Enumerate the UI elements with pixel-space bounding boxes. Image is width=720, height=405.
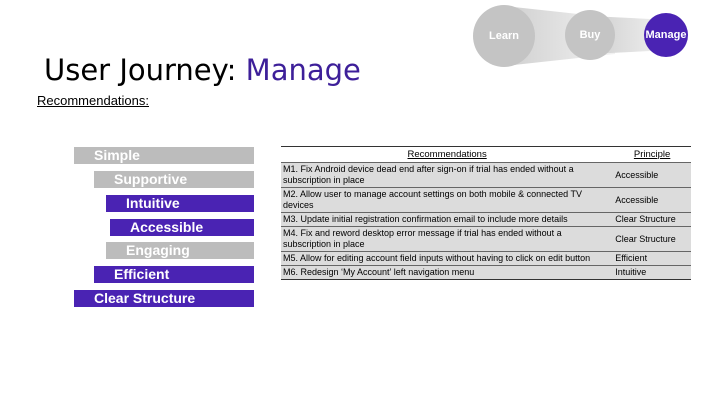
table-row — [281, 163, 691, 188]
principle-cell: Clear Structure — [613, 227, 691, 252]
header-principle: Principle — [613, 147, 691, 163]
recommendation-cell: M4. Fix and reword desktop error message if trial has ended without a subscription in place — [281, 227, 613, 252]
principle-cell: Accessible — [613, 188, 691, 213]
stage-manage-label: Manage — [645, 29, 687, 41]
principle-accessible: Accessible — [110, 219, 254, 236]
principle-intuitive: Intuitive — [106, 195, 254, 212]
recommendation-cell: M3. Update initial registration confirmation email to include more details — [281, 213, 613, 227]
table-header-row — [281, 147, 691, 163]
recommendations-heading: Recommendations: — [37, 93, 149, 108]
recommendations-table — [281, 146, 691, 280]
stage-learn-label: Learn — [489, 30, 519, 42]
table-row — [281, 188, 691, 213]
principle-efficient: Efficient — [94, 266, 254, 283]
recommendation-cell: M6. Redesign ‘My Account’ left navigation menu — [281, 266, 613, 280]
journey-stages — [470, 4, 720, 68]
title-prefix: User Journey: — [44, 53, 246, 88]
principle-cell: Efficient — [613, 252, 691, 266]
table-row — [281, 227, 691, 252]
principle-simple: Simple — [74, 147, 254, 164]
table-row — [281, 266, 691, 280]
principle-engaging: Engaging — [106, 242, 254, 259]
principle-cell: Clear Structure — [613, 213, 691, 227]
table-row — [281, 213, 691, 227]
table-row — [281, 252, 691, 266]
recommendation-cell: M2. Allow user to manage account settings on both mobile & connected TV devices — [281, 188, 613, 213]
stage-buy-label: Buy — [579, 29, 601, 41]
title-highlight: Manage — [245, 53, 361, 88]
principle-supportive: Supportive — [94, 171, 254, 188]
page-title — [44, 53, 361, 87]
principle-clear-structure: Clear Structure — [74, 290, 254, 307]
header-recommendations: Recommendations — [281, 147, 613, 163]
recommendation-cell: M1. Fix Android device dead end after sign-on if trial has ended without a subscription in place — [281, 163, 613, 188]
principle-cell: Accessible — [613, 163, 691, 188]
principle-cell: Intuitive — [613, 266, 691, 280]
recommendation-cell: M5. Allow for editing account field inputs without having to click on edit button — [281, 252, 613, 266]
